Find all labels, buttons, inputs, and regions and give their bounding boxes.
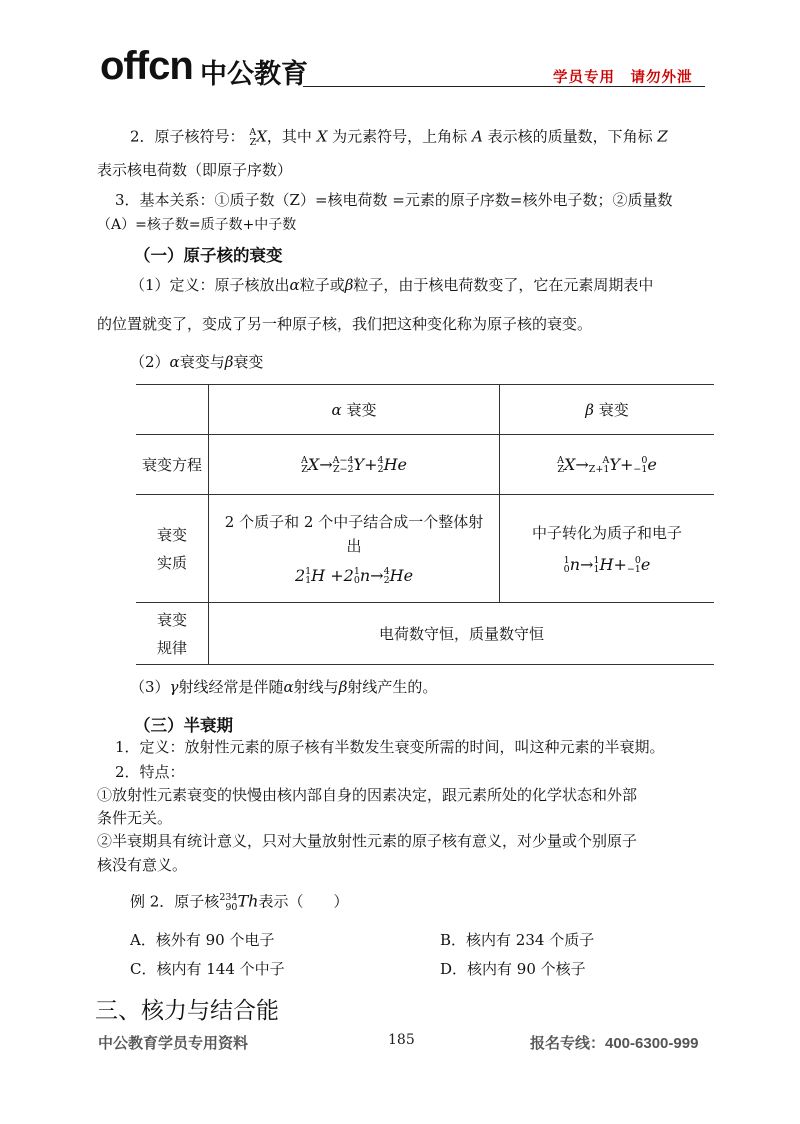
option-a[interactable]: A．核外有 90 个电子	[130, 931, 275, 949]
nucleus-symbol: A Z	[249, 127, 257, 148]
text-line: 3．基本关系：①质子数（Z）=核电荷数 =元素的原子序数=核外电子数；②质量数	[115, 191, 673, 209]
chapter-heading: 三、核力与结合能	[95, 998, 279, 1024]
text-line: 条件无关。	[97, 809, 173, 827]
decay-rule: 电荷数守恒，质量数守恒	[209, 603, 715, 665]
beta-essence: 中子转化为质子和电子 1 0 n→ 1 1 H+ 0 −1 e	[500, 495, 715, 603]
text-line: 核没有意义。	[97, 856, 188, 874]
option-c[interactable]: C．核内有 144 个中子	[130, 960, 285, 978]
nucleus-symbol-line: 2．原子核符号： A Z X，其中 X 为元素符号，上角标 A 表示核的质量数，下角标 Z	[130, 127, 668, 148]
text-line: 1．定义：放射性元素的原子核有半数发生衰变所需的时间，叫这种元素的半衰期。	[115, 738, 665, 756]
alpha-essence: 2 个质子和 2 个中子结合成一个整体射 出 2 1 1 H +2 1 0 n→ 4 2 He	[209, 495, 500, 603]
definition-line: 的位置就变了，变成了另一种原子核，我们把这种变化称为原子核的衰变。	[97, 315, 593, 333]
page-number: 185	[388, 1032, 415, 1048]
definition-line: （1）定义：原子核放出α粒子或β粒子，由于核电荷数变了，它在元素周期表中	[130, 276, 654, 294]
footer-hotline: 报名专线：400-6300-999	[530, 1035, 699, 1052]
row-label-essence: 衰变实质	[136, 495, 209, 603]
footer-left: 中公教育学员专用资料	[98, 1035, 249, 1052]
header-alpha: α 衰变	[209, 385, 500, 435]
text-line: 表示核电荷数（即原子序数）	[97, 161, 293, 179]
text-line: ②半衰期具有统计意义，只对大量放射性元素的原子核有意义，对少量或个别原子	[97, 832, 638, 850]
decay-table	[136, 384, 714, 665]
subheading: （2）α衰变与β衰变	[130, 353, 264, 371]
header-beta: β 衰变	[500, 385, 715, 435]
text-line: 2．特点：	[115, 763, 185, 781]
text-line: （A）=核子数=质子数+中子数	[97, 217, 297, 233]
example-question: 例 2．原子核 234 90 Th表示（ ）	[130, 891, 349, 913]
row-label-equation: 衰变方程	[136, 435, 209, 495]
text-line: ①放射性元素衰变的快慢由核内部自身的因素决定，跟元素所处的化学状态和外部	[97, 786, 638, 804]
option-b[interactable]: B．核内有 234 个质子	[440, 931, 595, 949]
logo-chinese: 中公教育	[200, 59, 308, 89]
section-heading: （一）原子核的衰变	[134, 246, 283, 265]
beta-equation: A Z X→ A Z+1 Y+ 0 −1 e	[500, 435, 715, 495]
logo-text: offcn	[100, 44, 193, 88]
alpha-equation: A Z X→ A−4 Z−2 Y+ 4 2 He	[209, 435, 500, 495]
row-label-rule: 衰变规律	[136, 603, 209, 665]
section-heading: （三）半衰期	[134, 716, 233, 735]
header-notice: 学员专用 请勿外泄	[553, 70, 693, 86]
option-d[interactable]: D．核内有 90 个核子	[440, 960, 586, 978]
gamma-note: （3）γ射线经常是伴随α射线与β射线产生的。	[130, 678, 438, 696]
